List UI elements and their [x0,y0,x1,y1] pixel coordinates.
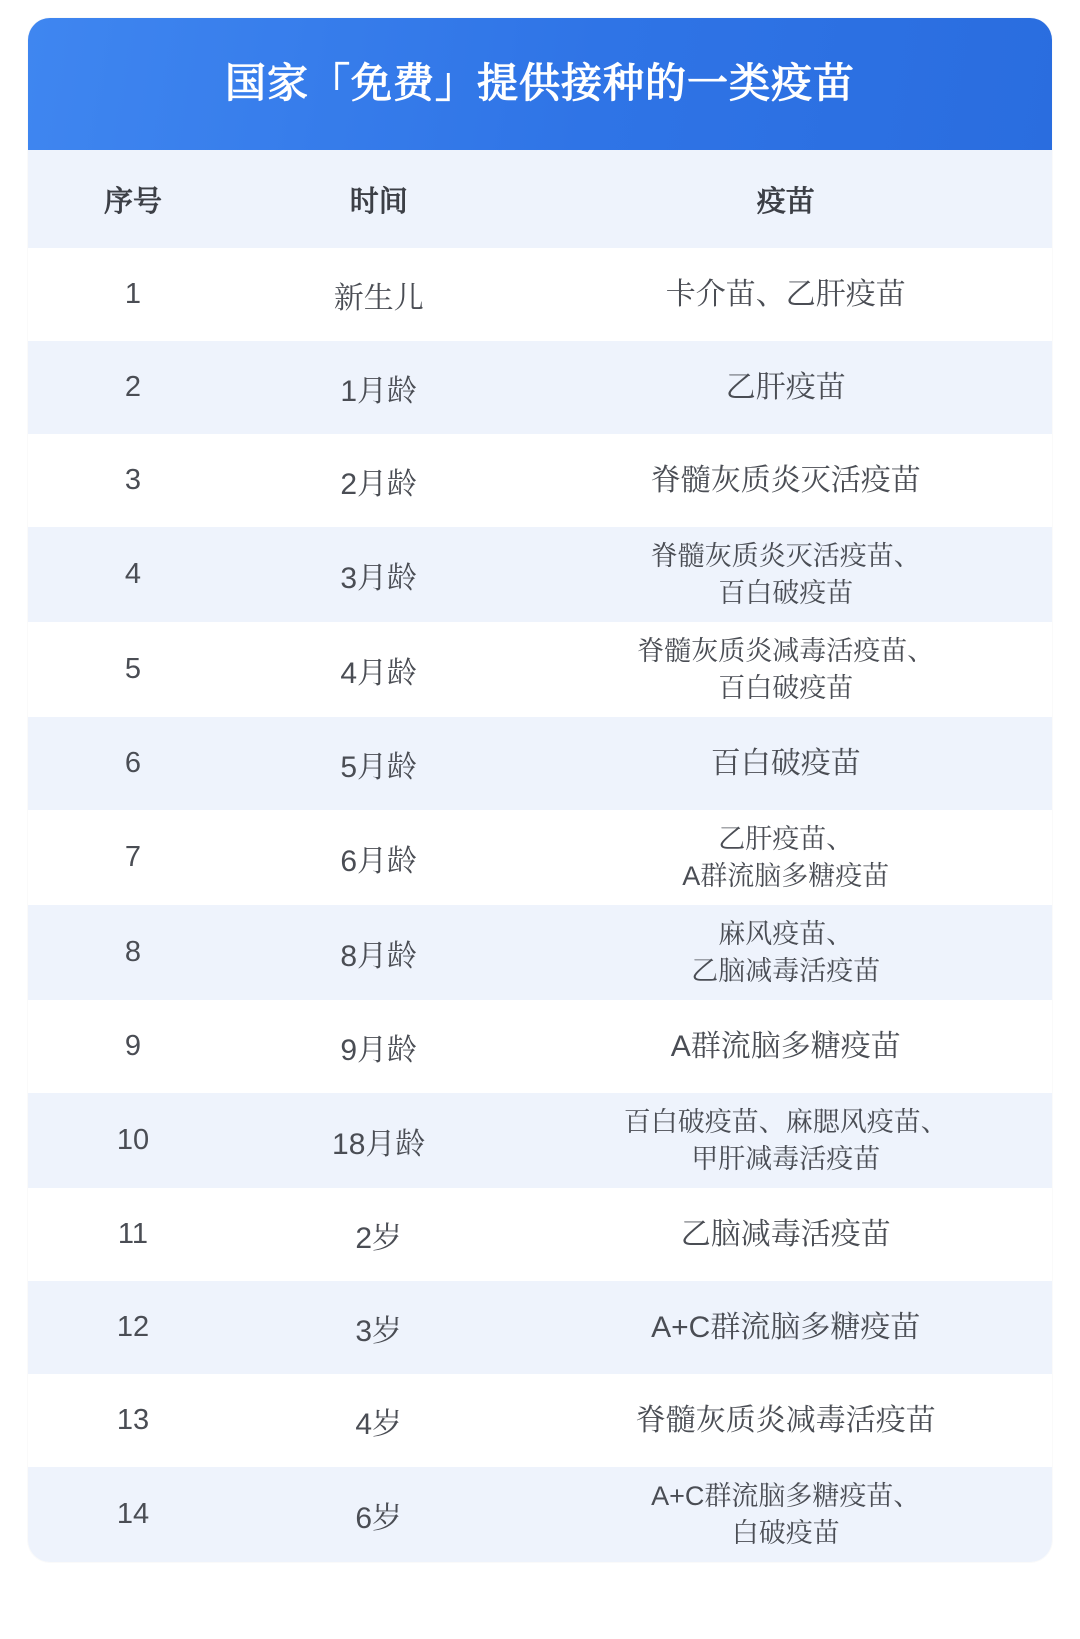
cell-no: 4 [28,527,238,622]
cell-no: 1 [28,248,238,341]
table-row [28,341,1052,434]
cell-time: 5月龄 [238,717,520,810]
cell-time: 新生儿 [238,248,520,341]
cell-vaccine [520,527,1053,622]
cell-vaccine [520,1000,1053,1093]
cell-time: 18月龄 [238,1093,520,1188]
vaccine-line: 麻风疫苗、 [718,918,854,949]
table-row [28,248,1052,341]
cell-vaccine [520,1093,1053,1188]
vaccine-line: 脊髓灰质炎减毒活疫苗、 [637,635,935,666]
column-header-vaccine: 疫苗 [520,150,1053,248]
vaccine-line: 百白破疫苗 [718,672,854,703]
vaccine-line: 卡介苗、乙肝疫苗 [665,277,906,311]
table-row [28,810,1052,905]
table-row [28,1281,1052,1374]
vaccine-line: 乙脑减毒活疫苗 [680,1217,891,1251]
table-row [28,1188,1052,1281]
vaccine-line: 乙肝疫苗 [725,370,846,404]
cell-vaccine [520,341,1053,434]
vaccine-line: 乙肝疫苗、 [718,823,854,854]
cell-no: 7 [28,810,238,905]
cell-vaccine [520,1467,1053,1562]
vaccine-line: 脊髓灰质炎减毒活疫苗 [635,1403,936,1437]
cell-time: 1月龄 [238,341,520,434]
cell-time: 4月龄 [238,622,520,717]
vaccine-line: A群流脑多糖疫苗 [670,1029,901,1063]
table-row [28,1093,1052,1188]
cell-no: 2 [28,341,238,434]
vaccine-line: 甲肝减毒活疫苗 [691,1143,881,1174]
table-row [28,434,1052,527]
cell-time: 8月龄 [238,905,520,1000]
cell-no: 5 [28,622,238,717]
cell-no: 8 [28,905,238,1000]
card-header [28,18,1052,150]
cell-time: 9月龄 [238,1000,520,1093]
vaccine-line: A+C群流脑多糖疫苗、 [651,1480,921,1511]
cell-vaccine [520,1374,1053,1467]
table-row [28,905,1052,1000]
cell-vaccine [520,622,1053,717]
vaccine-line: 脊髓灰质炎灭活疫苗、 [650,540,921,571]
cell-time: 3月龄 [238,527,520,622]
table-row [28,717,1052,810]
cell-no: 6 [28,717,238,810]
column-header-time: 时间 [238,150,520,248]
column-header-no: 序号 [28,150,238,248]
cell-time: 3岁 [238,1281,520,1374]
vaccine-line: 脊髓灰质炎灭活疫苗 [650,463,921,497]
page-title: 国家「免费」提供接种的一类疫苗 [225,60,855,107]
table-header-row [28,150,1052,248]
cell-vaccine [520,1281,1053,1374]
vaccine-line: 白破疫苗 [731,1517,840,1548]
cell-time: 6月龄 [238,810,520,905]
table-row [28,1467,1052,1562]
cell-time: 2月龄 [238,434,520,527]
vaccine-line: 百白破疫苗、麻腮风疫苗、 [623,1106,948,1137]
cell-no: 13 [28,1374,238,1467]
cell-time: 2岁 [238,1188,520,1281]
cell-vaccine [520,1188,1053,1281]
cell-no: 3 [28,434,238,527]
cell-vaccine [520,905,1053,1000]
table-row [28,1000,1052,1093]
vaccine-schedule-table [28,150,1052,1562]
cell-time: 6岁 [238,1467,520,1562]
cell-vaccine [520,434,1053,527]
vaccine-line: 百白破疫苗 [718,577,854,608]
cell-time: 4岁 [238,1374,520,1467]
vaccine-line: A+C群流脑多糖疫苗 [651,1310,921,1344]
cell-vaccine [520,717,1053,810]
cell-vaccine [520,248,1053,341]
cell-vaccine [520,810,1053,905]
cell-no: 10 [28,1093,238,1188]
table-body [28,248,1052,1562]
table-row [28,1374,1052,1467]
cell-no: 14 [28,1467,238,1562]
table-row [28,527,1052,622]
vaccine-line: 百白破疫苗 [710,746,861,780]
table-header [28,150,1052,248]
vaccine-schedule-card [28,18,1052,1562]
cell-no: 11 [28,1188,238,1281]
cell-no: 12 [28,1281,238,1374]
vaccine-line: A群流脑多糖疫苗 [682,860,890,891]
vaccine-line: 乙脑减毒活疫苗 [691,955,881,986]
cell-no: 9 [28,1000,238,1093]
table-row [28,622,1052,717]
